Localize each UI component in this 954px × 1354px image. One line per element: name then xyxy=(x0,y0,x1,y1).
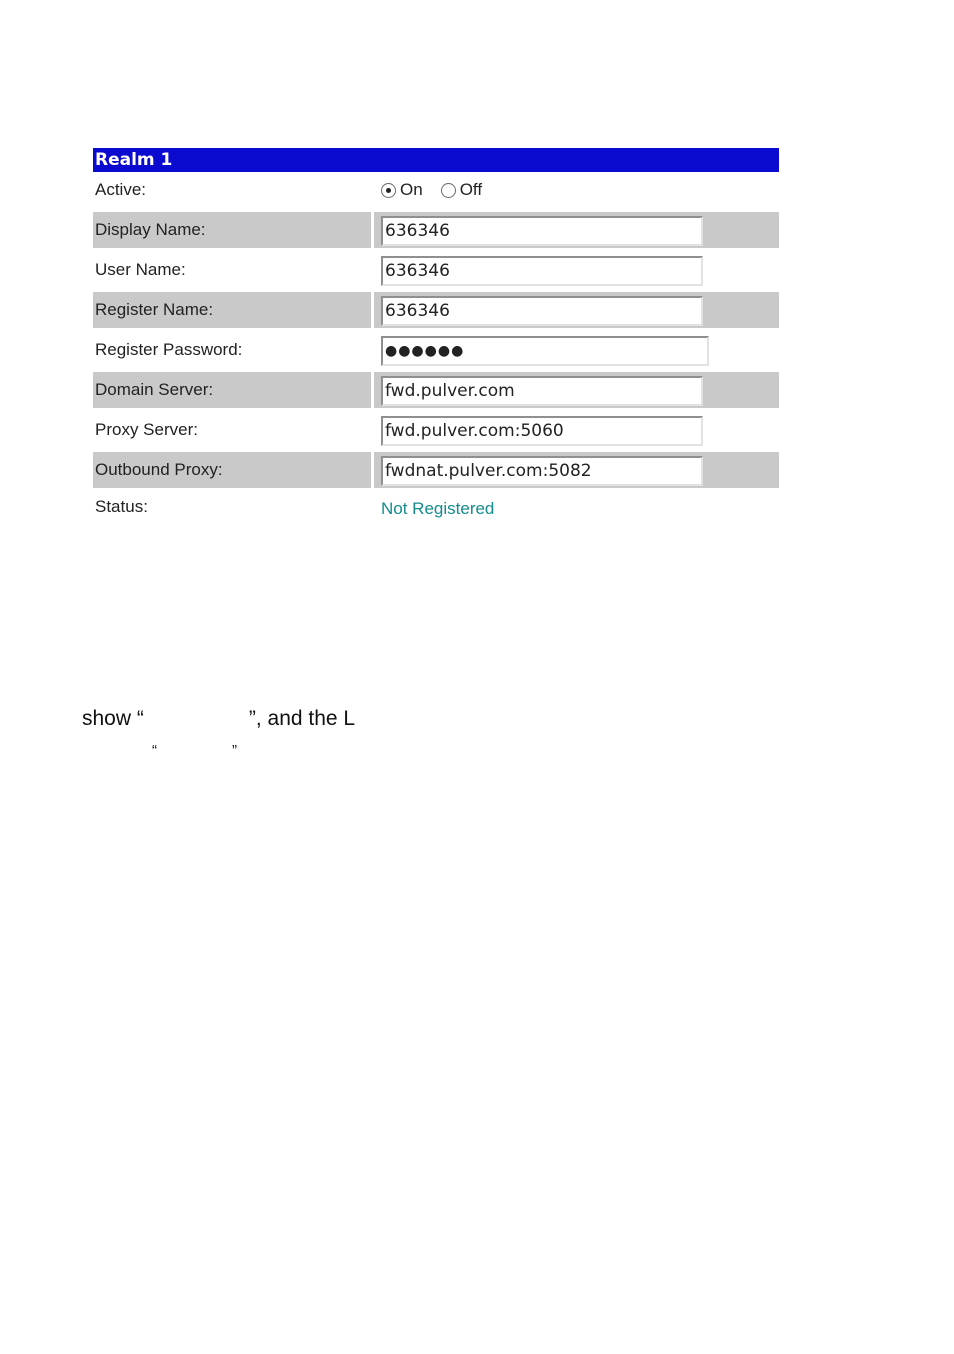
register-password-label: Register Password: xyxy=(95,340,243,359)
document-text-line-1: show “ ”, and the L xyxy=(82,707,356,730)
domain-server-input[interactable] xyxy=(381,376,703,406)
active-off-radio[interactable] xyxy=(441,183,456,198)
display-name-row xyxy=(93,210,779,250)
register-password-row xyxy=(93,330,779,370)
domain-server-label: Domain Server: xyxy=(93,372,371,408)
register-name-input[interactable] xyxy=(381,296,703,326)
active-on-radio[interactable] xyxy=(381,183,396,198)
realm-header: Realm 1 xyxy=(93,148,779,172)
display-name-label: Display Name: xyxy=(93,212,371,248)
status-label: Status: xyxy=(95,497,148,516)
outbound-proxy-row xyxy=(93,450,779,490)
user-name-label: User Name: xyxy=(95,260,186,279)
active-radio-group xyxy=(381,172,500,208)
proxy-server-label: Proxy Server: xyxy=(95,420,198,439)
domain-server-row xyxy=(93,370,779,410)
outbound-proxy-label: Outbound Proxy: xyxy=(93,452,371,488)
active-on-label[interactable]: On xyxy=(400,180,423,199)
document-text-line-2: “ ” xyxy=(152,742,238,759)
register-name-row xyxy=(93,290,779,330)
active-label: Active: xyxy=(95,180,147,199)
proxy-server-input[interactable] xyxy=(381,416,703,446)
active-off-label[interactable]: Off xyxy=(459,180,483,199)
status-row xyxy=(93,490,779,524)
realm-panel xyxy=(93,148,779,524)
user-name-row xyxy=(93,250,779,290)
active-row xyxy=(93,172,779,210)
display-name-input[interactable] xyxy=(381,216,703,246)
status-value: Not Registered xyxy=(381,499,495,518)
proxy-server-row xyxy=(93,410,779,450)
outbound-proxy-input[interactable] xyxy=(381,456,703,486)
register-password-input[interactable] xyxy=(381,336,709,366)
register-name-label: Register Name: xyxy=(93,292,371,328)
user-name-input[interactable] xyxy=(381,256,703,286)
